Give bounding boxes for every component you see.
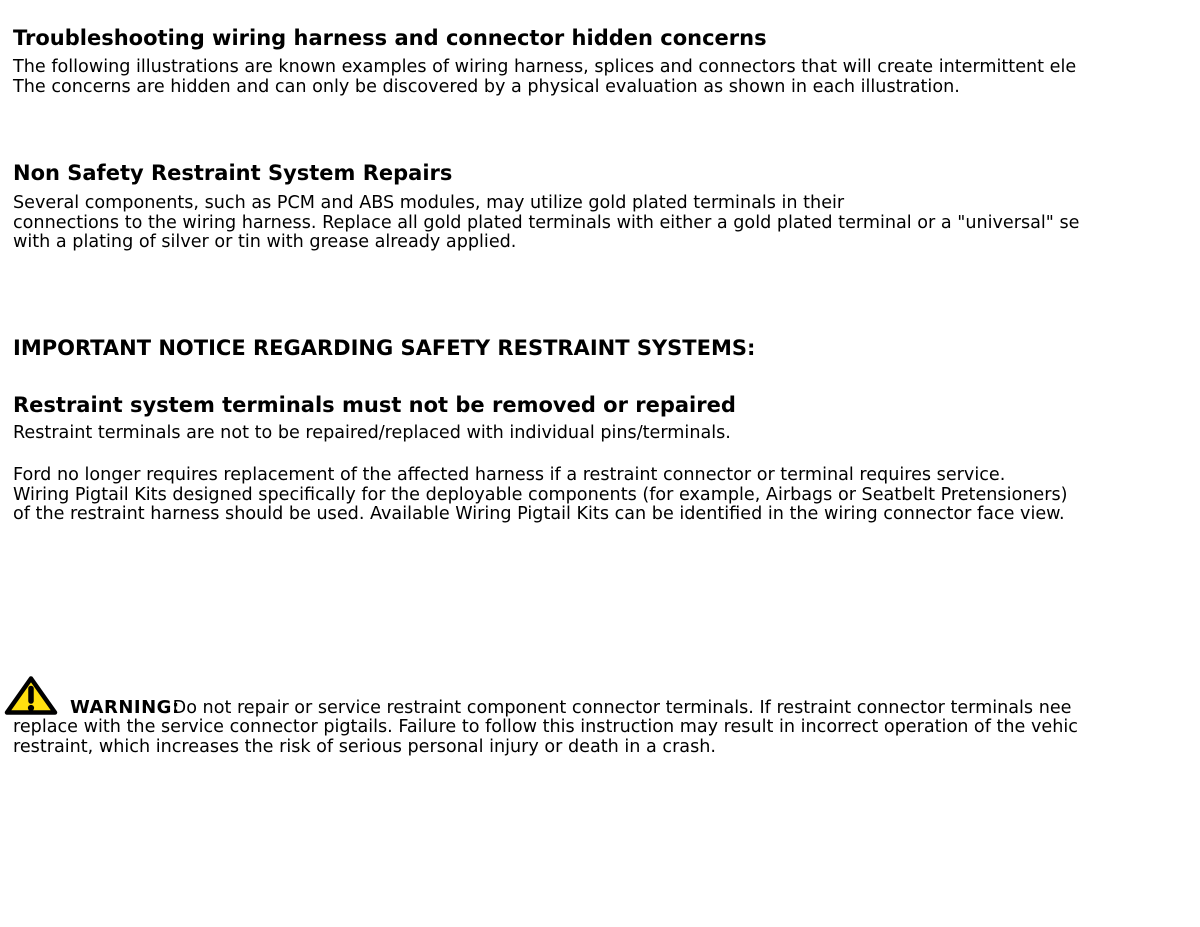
warning-block [0,675,1200,765]
warning-text-line [70,698,1072,719]
troubleshooting-paragraph [13,58,1076,97]
non-safety-repairs-heading: Non Safety Restraint System Repairs [13,161,453,185]
paragraph-line: Several components, such as PCM and ABS modules, may utilize gold plated terminals in their [13,193,845,213]
pigtail-kits-paragraph [13,466,1067,525]
paragraph-line: connections to the wiring harness. Replace all gold plated terminals with either a gold plated terminal or a "universal" se [13,212,1080,233]
warning-label: WARNING: [70,697,180,718]
warning-text: Do not repair or service restraint component connector terminals. If restraint connector terminals nee [172,698,1072,718]
important-notice-heading: IMPORTANT NOTICE REGARDING SAFETY RESTRAINT SYSTEMS: [13,336,756,360]
paragraph-line: Wiring Pigtail Kits designed specifically for the deployable components (for example, Airbags or Seatbelt Pretensioners) [13,484,1068,505]
troubleshooting-heading: Troubleshooting wiring harness and connector hidden concerns [13,26,767,50]
restraint-terminals-heading: Restraint system terminals must not be removed or repaired [13,393,736,417]
paragraph-line: The following illustrations are known examples of wiring harness, splices and connectors that will create intermittent ele [13,57,1077,77]
warning-text-line: replace with the service connector pigtails. Failure to follow this instruction may result in incorrect operation of the vehic [13,717,1078,737]
warning-text-line: restraint, which increases the risk of serious personal injury or death in a crash. [13,736,716,757]
restraint-terminals-paragraph [13,424,731,444]
paragraph-line: The concerns are hidden and can only be discovered by a physical evaluation as shown in each illustration. [13,76,960,97]
paragraph-line: with a plating of silver or tin with grease already applied. [13,232,517,253]
warning-triangle-icon [3,675,59,716]
paragraph-line: of the restraint harness should be used. Available Wiring Pigtail Kits can be identified in the wiring connector face view. [13,504,1065,525]
paragraph-line: Restraint terminals are not to be repaired/replaced with individual pins/terminals. [13,423,731,443]
paragraph-line: Ford no longer requires replacement of the affected harness if a restraint connector or terminal requires service. [13,465,1006,485]
non-safety-repairs-paragraph [13,194,1079,253]
